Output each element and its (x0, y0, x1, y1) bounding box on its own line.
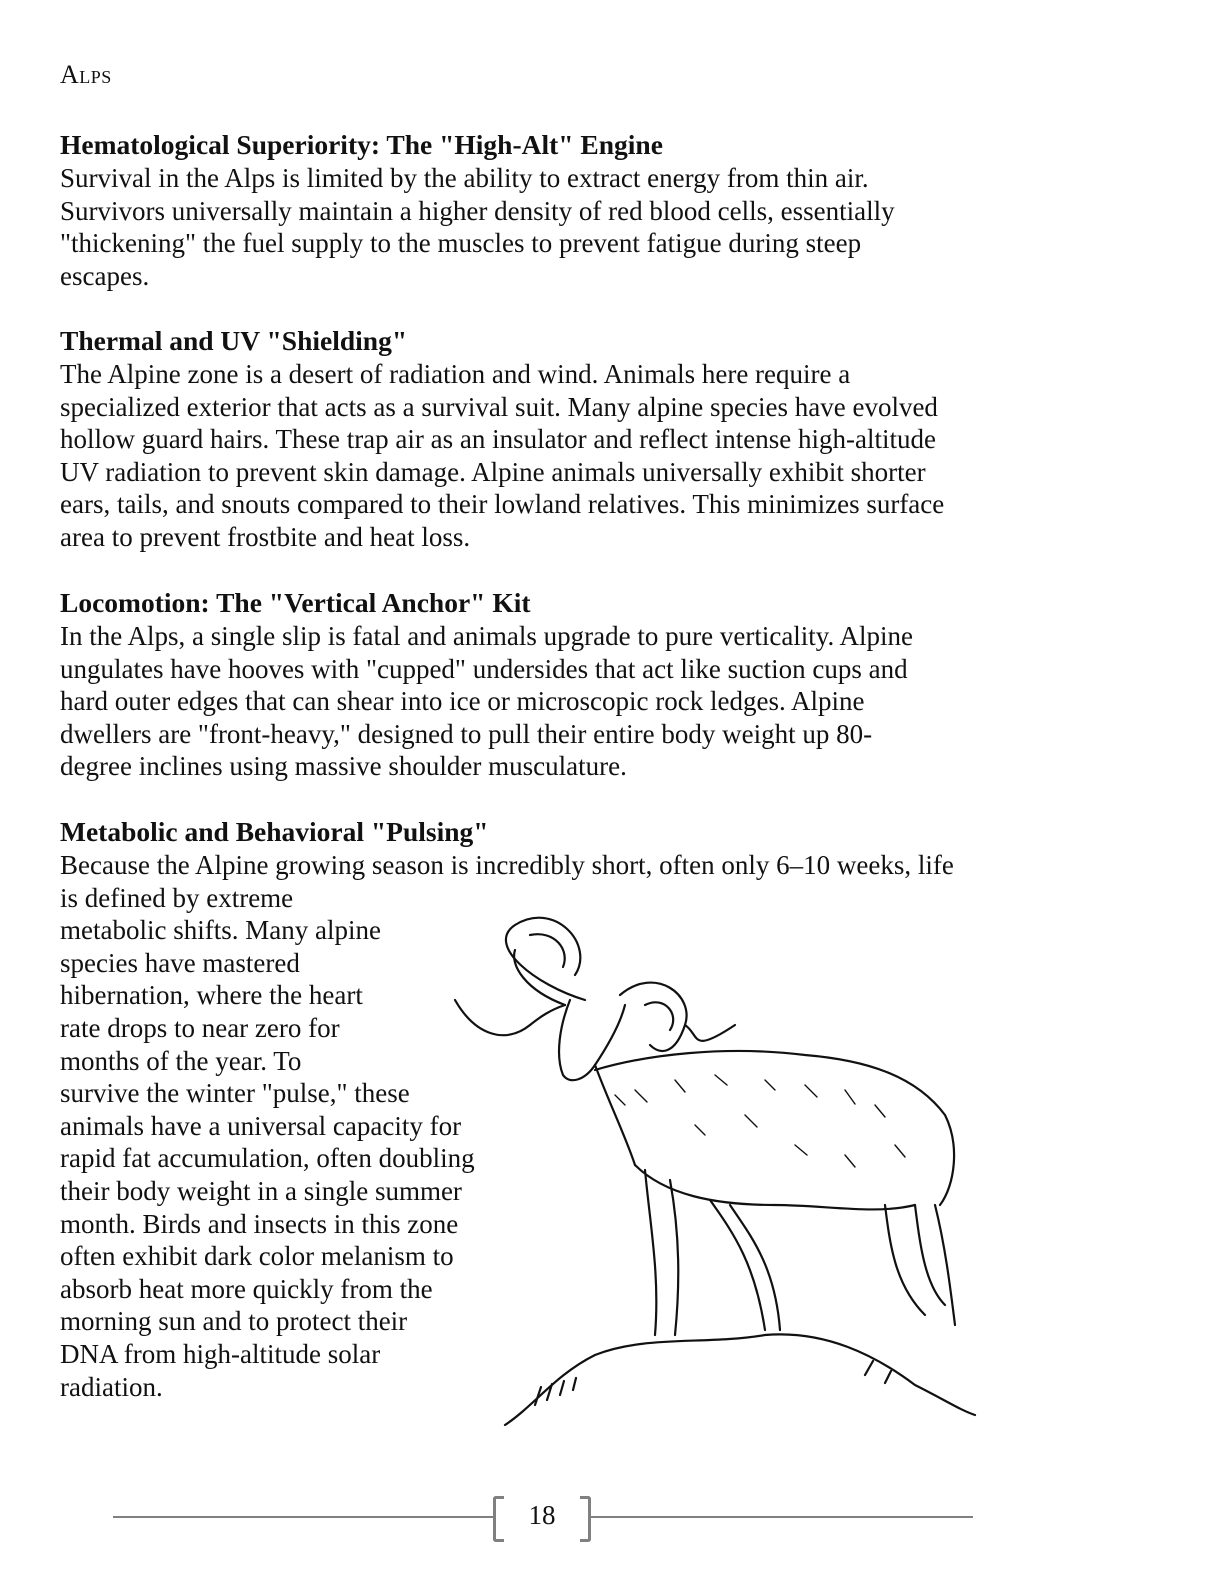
section-body: In the Alps, a single slip is fatal and animals upgrade to pure verticality. Alpine ungulates have hooves with "cupped" undersides that act like suction cups and hard outer edges that can shear into ice or microscopic rock ledges. Alpine dwellers are "front-heavy," designed to pull their entire body weight up 80- degree inclines using massive shoulder musculature. (60, 621, 914, 782)
section-body: Survival in the Alps is limited by the ability to extract energy from thin air. Survivors universally maintain a higher density of red blood cells, essentially "thickening" the fuel supply to the muscles to prevent fatigue during steep escapes. (60, 163, 895, 291)
section-locomotion (60, 586, 1060, 783)
footer-bracket-left (493, 1496, 504, 1542)
section-thermal (60, 324, 1060, 554)
page-number: 18 (528, 1500, 556, 1530)
footer-rule-right (591, 1516, 973, 1518)
ram-illustration (445, 905, 990, 1455)
section-body: Because the Alpine growing season is incredibly short, often only 6–10 weeks, life is defined by extreme metabolic shifts. Many alpine species have mastered hibernation, where the heart rate drops to near zero for months of the year. To survive the winter "pulse," these animals have a universal capacity for rapid fat accumulation, often doubling their body weight in a single summer month. Birds and insects in this zone often exhibit dark color melanism to absorb heat more quickly from the morning sun and to protect their DNA from high-altitude solar radiation. (60, 850, 954, 1402)
section-heading: Locomotion: The "Vertical Anchor" Kit (60, 587, 531, 618)
section-body: The Alpine zone is a desert of radiation and wind. Animals here require a specialized exterior that acts as a survival suit. Many alpine species have evolved hollow guard hairs. These trap air as an insulator and reflect intense high-altitude UV radiation to prevent skin damage. Alpine animals universally exhibit shorter ears, tails, and snouts compared to their lowland relatives. This minimizes surface area to prevent frostbite and heat loss. (60, 359, 945, 552)
footer-bracket-right (580, 1496, 591, 1542)
running-head: Alps (60, 60, 112, 89)
footer-rule-left (113, 1516, 493, 1518)
section-hematological (60, 128, 1060, 292)
section-heading: Thermal and UV "Shielding" (60, 325, 408, 356)
section-heading: Hematological Superiority: The "High-Alt" Engine (60, 129, 663, 160)
section-heading: Metabolic and Behavioral "Pulsing" (60, 816, 489, 847)
